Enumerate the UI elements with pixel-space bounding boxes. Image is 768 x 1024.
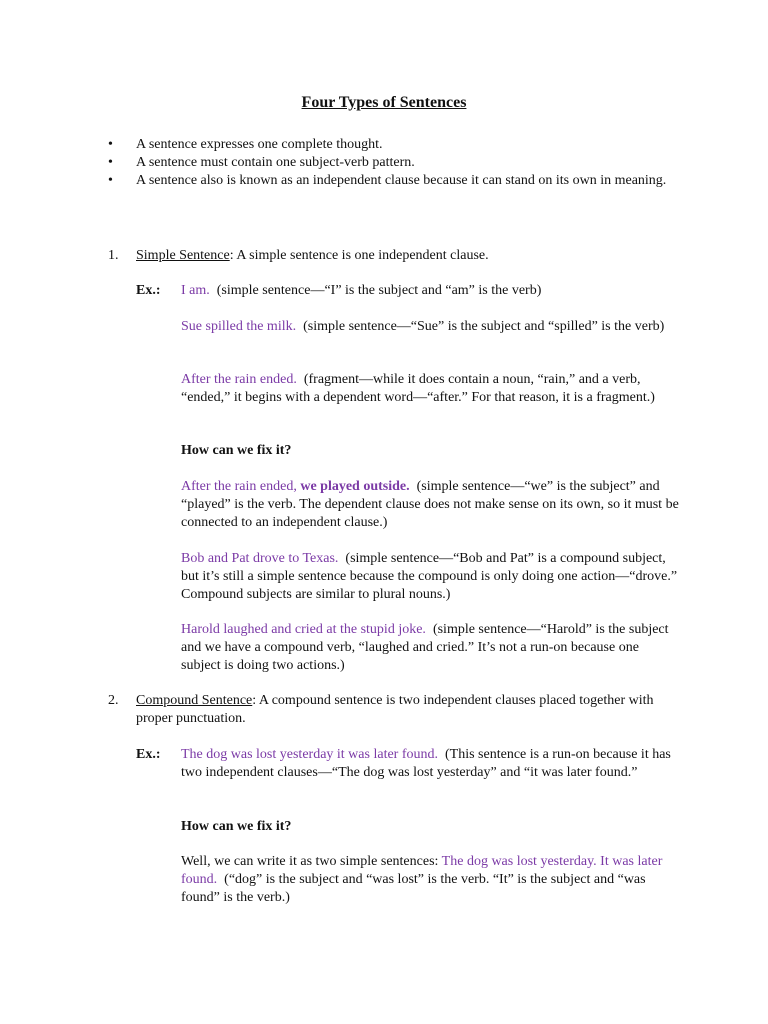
bullet-dot-icon xyxy=(108,154,136,172)
example-item xyxy=(181,371,681,407)
example-sentence-fix: we played outside. xyxy=(296,479,410,494)
example-note: (simple sentence—“Harold” is the subject and we have a compound verb, “laughed and cried.” It’s not a run-on because one subject is doing two actions.) xyxy=(181,622,669,673)
section-intro: : A compound sentence is two independent clauses placed together with proper punctuation. xyxy=(136,693,654,726)
bullet-item xyxy=(108,154,668,172)
example-note: (simple sentence—“Sue” is the subject and “spilled” is the verb) xyxy=(303,319,665,334)
example-item xyxy=(181,550,681,604)
intro-bullet-list xyxy=(108,136,668,190)
example-note: (This sentence is a run-on because it has two independent clauses—“The dog was lost yesterday” and “it was later found.” xyxy=(181,747,671,780)
bullet-item xyxy=(108,172,668,190)
example-label: Ex.: xyxy=(136,747,161,762)
example-sentence: Sue spilled the milk. xyxy=(181,319,297,334)
example-sentence: The dog was lost yesterday it was later found. xyxy=(181,747,438,762)
example-item xyxy=(181,282,681,300)
bullet-dot-icon xyxy=(108,172,136,190)
example-sentence: Harold laughed and cried at the stupid joke. xyxy=(181,622,426,637)
example-label: Ex.: xyxy=(136,283,161,298)
example-note: (simple sentence—“I” is the subject and “am” is the verb) xyxy=(216,283,542,298)
section-compound-sentence-heading xyxy=(108,692,680,728)
example-sentence: Bob and Pat drove to Texas. xyxy=(181,551,339,566)
example-sentence: After the rain ended, xyxy=(181,479,297,494)
example-sentence: The dog was lost yesterday. It was later found. xyxy=(181,854,663,887)
example-item xyxy=(181,746,681,782)
example-item xyxy=(181,853,681,907)
section-heading: Simple Sentence xyxy=(136,248,230,263)
section-heading: Compound Sentence xyxy=(136,693,253,708)
example-note: (simple sentence—“we” is the subject” and “played” is the verb. The dependent clause does not make sense on its own, so it must be connected to an independent clause.) xyxy=(181,479,679,530)
section-intro: : A simple sentence is one independent clause. xyxy=(229,248,489,263)
bullet-item xyxy=(108,136,668,154)
section-number: 2. xyxy=(108,693,119,708)
page-title: Four Types of Sentences xyxy=(301,94,467,111)
bullet-dot-icon xyxy=(108,136,136,154)
bullet-text: A sentence expresses one complete thought. xyxy=(136,137,383,152)
bullet-text: A sentence must contain one subject-verb pattern. xyxy=(136,155,415,170)
section-simple-sentence-heading xyxy=(108,247,680,265)
example-item xyxy=(181,318,681,336)
example-note: (fragment—while it does contain a noun, “rain,” and a verb, “ended,” it begins with a dependent word—“after.” For that reason, it is a fragment.) xyxy=(181,372,655,405)
bullet-text: A sentence also is known as an independent clause because it can stand on its own in meaning. xyxy=(136,173,667,188)
section-number: 1. xyxy=(108,248,119,263)
example-item xyxy=(181,478,681,532)
example-sentence: I am. xyxy=(181,283,210,298)
fix-question: How can we fix it? xyxy=(181,819,292,834)
fix-question: How can we fix it? xyxy=(181,443,292,458)
example-note: (simple sentence—“Bob and Pat” is a compound subject, but it’s still a simple sentence because the compound is only doing one action—“drove.” Compound subjects are similar to plural nouns.) xyxy=(181,551,678,602)
example-lead: Well, we can write it as two simple sentences: xyxy=(181,854,439,869)
example-item xyxy=(181,621,681,675)
example-note: (“dog” is the subject and “was lost” is the verb. “It” is the subject and “was found” is the verb.) xyxy=(181,872,646,905)
example-sentence: After the rain ended. xyxy=(181,372,297,387)
